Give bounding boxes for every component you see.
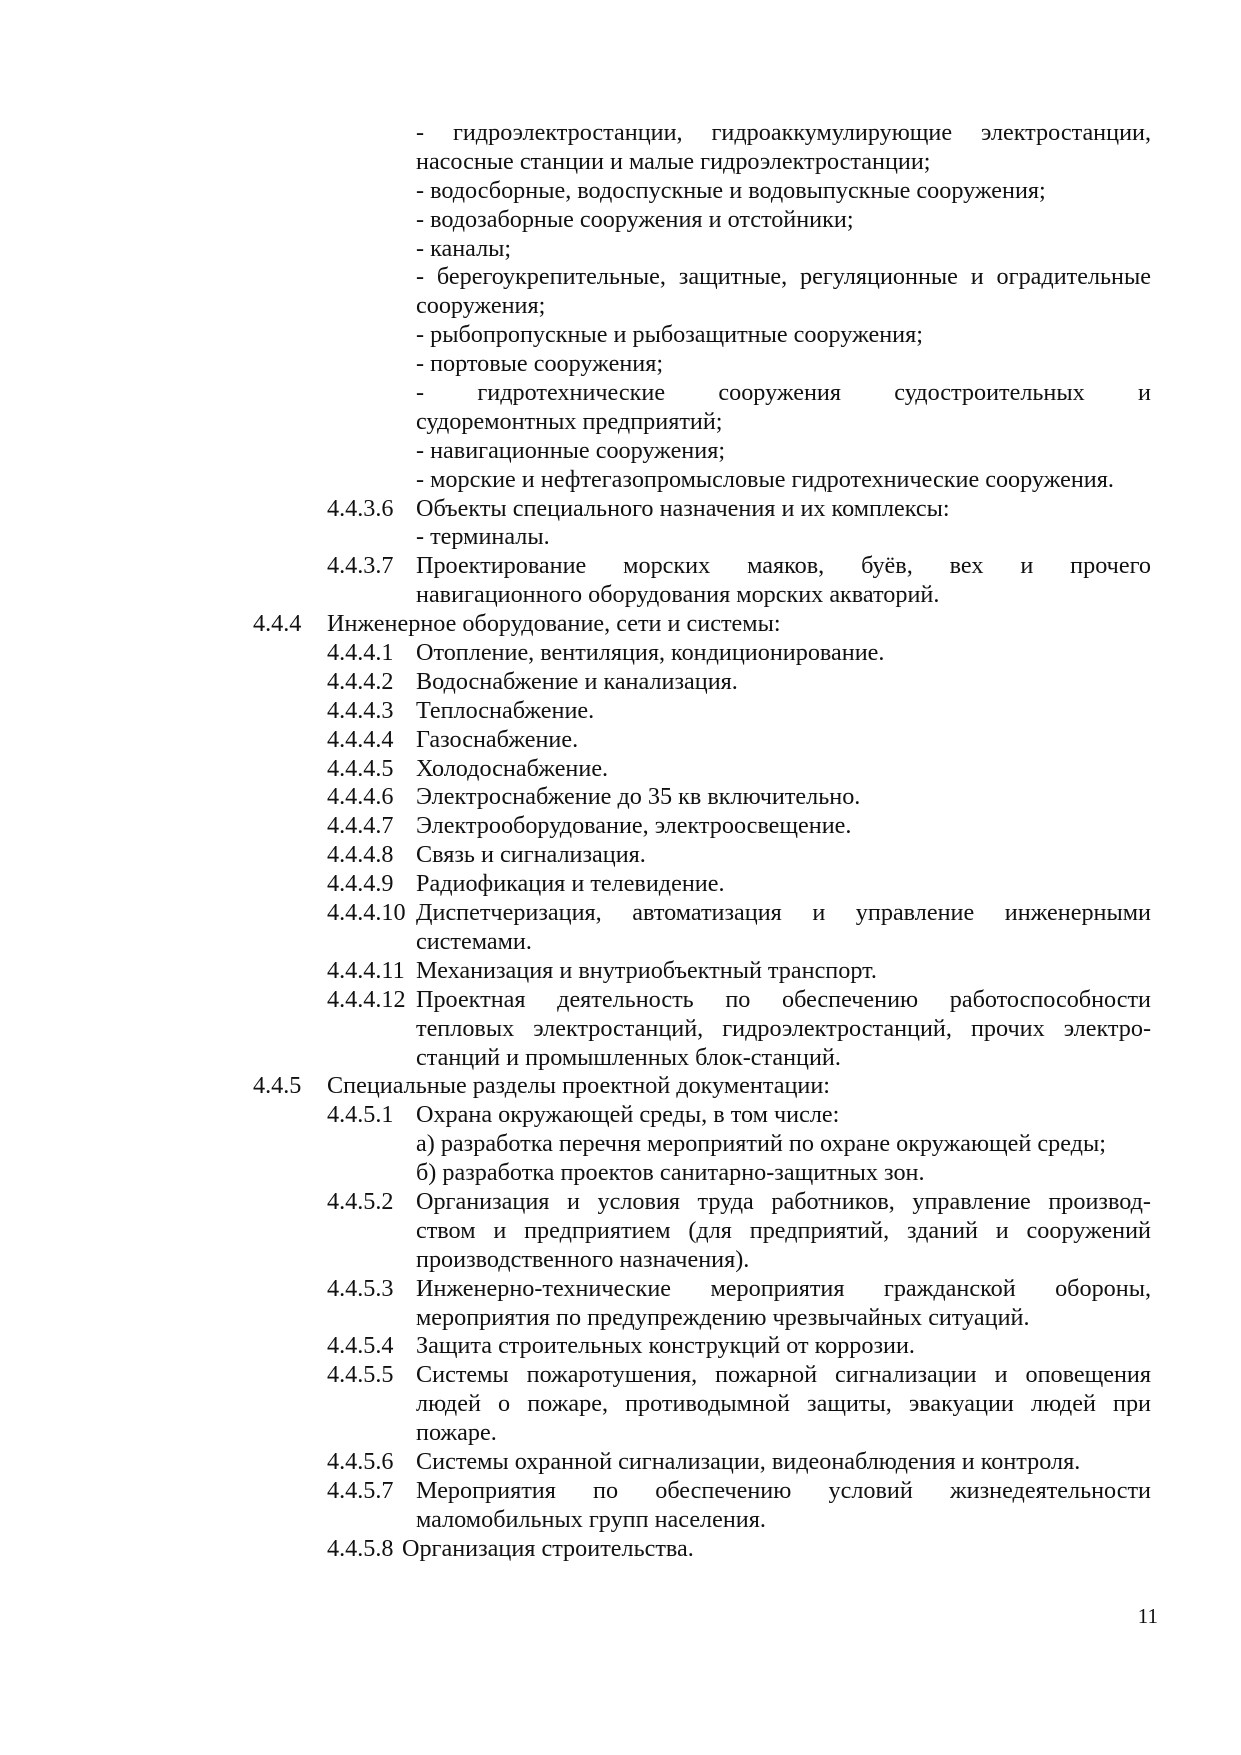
line-text: Проектная деятельность по обеспечению работоспособности xyxy=(416,985,1151,1013)
section-number: 4.4.3.7 xyxy=(327,552,394,580)
section-number: 4.4.4.2 xyxy=(327,667,394,695)
section-number: 4.4.4.7 xyxy=(327,812,394,840)
document-line xyxy=(0,870,1241,899)
line-text: Электрооборудование, электроосвещение. xyxy=(416,812,852,840)
section-number: 4.4.3.6 xyxy=(327,494,394,522)
line-text: Системы охранной сигнализации, видеонаблюдения и контроля. xyxy=(416,1447,1081,1475)
line-text: Защита строительных конструкций от коррозии. xyxy=(416,1332,915,1360)
line-text: - портовые сооружения; xyxy=(416,350,664,378)
document-line xyxy=(0,581,1241,610)
document-line xyxy=(0,1275,1241,1304)
document-line xyxy=(0,408,1241,437)
document-line xyxy=(0,1448,1241,1477)
line-text: Объекты специального назначения и их комплексы: xyxy=(416,494,950,522)
line-text: Теплоснабжение. xyxy=(416,696,595,724)
document-line xyxy=(0,495,1241,524)
document-line xyxy=(0,148,1241,177)
section-number: 4.4.4.4 xyxy=(327,725,394,753)
document-line xyxy=(0,841,1241,870)
document-line xyxy=(0,697,1241,726)
line-text: Охрана окружающей среды, в том числе: xyxy=(416,1101,840,1129)
section-number: 4.4.4.10 xyxy=(327,899,406,927)
section-number: 4.4.5 xyxy=(253,1072,302,1100)
line-text: Организация строительства. xyxy=(402,1534,694,1562)
document-line xyxy=(0,1072,1241,1101)
line-text: Диспетчеризация, автоматизация и управление инженерными xyxy=(416,899,1151,927)
section-number: 4.4.4.3 xyxy=(327,696,394,724)
line-text: Водоснабжение и канализация. xyxy=(416,667,738,695)
document-line xyxy=(0,523,1241,552)
section-number: 4.4.4.9 xyxy=(327,870,394,898)
line-text: б) разработка проектов санитарно-защитных зон. xyxy=(416,1159,925,1187)
section-number: 4.4.4.6 xyxy=(327,783,394,811)
document-line xyxy=(0,1332,1241,1361)
section-number: 4.4.4 xyxy=(253,610,302,638)
document-line xyxy=(0,1477,1241,1506)
document-line xyxy=(0,1015,1241,1044)
document-line xyxy=(0,668,1241,697)
line-text: людей о пожаре, противодымной защиты, эвакуации людей при xyxy=(416,1390,1151,1418)
document-line xyxy=(0,1419,1241,1448)
document-line xyxy=(0,726,1241,755)
line-text: Системы пожаротушения, пожарной сигнализации и оповещения xyxy=(416,1361,1151,1389)
line-text: Отопление, вентиляция, кондиционирование. xyxy=(416,639,885,667)
section-number: 4.4.4.12 xyxy=(327,985,406,1013)
section-number: 4.4.5.8 xyxy=(327,1534,394,1562)
line-text: сооружения; xyxy=(416,292,546,320)
line-text: Связь и сигнализация. xyxy=(416,841,646,869)
document-body xyxy=(0,119,1241,1564)
section-number: 4.4.4.5 xyxy=(327,754,394,782)
document-line xyxy=(0,1044,1241,1073)
document-line xyxy=(0,610,1241,639)
line-text: - рыбопропускные и рыбозащитные сооружения; xyxy=(416,321,923,349)
section-number: 4.4.4.1 xyxy=(327,639,394,667)
line-text: Газоснабжение. xyxy=(416,725,579,753)
line-text: Специальные разделы проектной документации: xyxy=(327,1072,831,1100)
document-line xyxy=(0,466,1241,495)
line-text: мероприятия по предупреждению чрезвычайных ситуаций. xyxy=(416,1303,1030,1331)
document-line xyxy=(0,552,1241,581)
section-number: 4.4.5.5 xyxy=(327,1361,394,1389)
document-line xyxy=(0,321,1241,350)
document-line xyxy=(0,639,1241,668)
document-line xyxy=(0,1246,1241,1275)
document-line xyxy=(0,783,1241,812)
document-line xyxy=(0,1188,1241,1217)
line-text: Мероприятия по обеспечению условий жизнедеятельности xyxy=(416,1476,1151,1504)
line-text: - каналы; xyxy=(416,234,512,262)
line-text: - гидротехнические сооружения судостроительных и xyxy=(416,379,1151,407)
document-line xyxy=(0,263,1241,292)
line-text: Инженерно-технические мероприятия гражданской обороны, xyxy=(416,1274,1151,1302)
document-line xyxy=(0,350,1241,379)
document-line xyxy=(0,119,1241,148)
line-text: - гидроэлектростанции, гидроаккумулирующие электростанции, xyxy=(416,119,1151,146)
line-text: Проектирование морских маяков, буёв, вех и прочего xyxy=(416,552,1151,580)
line-text: Электроснабжение до 35 кв включительно. xyxy=(416,783,861,811)
section-number: 4.4.5.2 xyxy=(327,1187,394,1215)
section-number: 4.4.4.8 xyxy=(327,841,394,869)
page-number: 11 xyxy=(1137,1604,1158,1628)
line-text: производственного назначения). xyxy=(416,1245,750,1273)
line-text: навигационного оборудования морских акваторий. xyxy=(416,581,940,609)
document-line xyxy=(0,437,1241,466)
section-number: 4.4.5.1 xyxy=(327,1101,394,1129)
line-text: системами. xyxy=(416,927,532,955)
line-text: - навигационные сооружения; xyxy=(416,436,726,464)
section-number: 4.4.4.11 xyxy=(327,956,405,984)
line-text: - водозаборные сооружения и отстойники; xyxy=(416,205,854,233)
line-text: Механизация и внутриобъектный транспорт. xyxy=(416,956,877,984)
section-number: 4.4.5.7 xyxy=(327,1476,394,1504)
document-line xyxy=(0,1535,1241,1564)
document-line xyxy=(0,1506,1241,1535)
document-line xyxy=(0,177,1241,206)
line-text: а) разработка перечня мероприятий по охране окружающей среды; xyxy=(416,1130,1106,1158)
document-line xyxy=(0,206,1241,235)
section-number: 4.4.5.4 xyxy=(327,1332,394,1360)
line-text: - водосборные, водоспускные и водовыпускные сооружения; xyxy=(416,176,1046,204)
document-line xyxy=(0,812,1241,841)
line-text: станций и промышленных блок-станций. xyxy=(416,1043,841,1071)
line-text: ством и предприятием (для предприятий, зданий и сооружений xyxy=(416,1216,1151,1244)
line-text: - терминалы. xyxy=(416,523,550,551)
line-text: - морские и нефтегазопромысловые гидротехнические сооружения. xyxy=(416,465,1114,493)
line-text: судоремонтных предприятий; xyxy=(416,407,723,435)
line-text: Холодоснабжение. xyxy=(416,754,609,782)
line-text: маломобильных групп населения. xyxy=(416,1505,766,1533)
document-line xyxy=(0,1361,1241,1390)
line-text: Радиофикация и телевидение. xyxy=(416,870,725,898)
document-line xyxy=(0,755,1241,784)
line-text: - берегоукрепительные, защитные, регуляционные и оградительные xyxy=(416,263,1151,291)
document-line xyxy=(0,1390,1241,1419)
document-line xyxy=(0,928,1241,957)
line-text: тепловых электростанций, гидроэлектростанций, прочих электро- xyxy=(416,1014,1151,1042)
document-line xyxy=(0,957,1241,986)
document-line xyxy=(0,235,1241,264)
line-text: пожаре. xyxy=(416,1419,497,1447)
document-line xyxy=(0,292,1241,321)
line-text: насосные станции и малые гидроэлектростанции; xyxy=(416,147,931,175)
document-line xyxy=(0,1130,1241,1159)
section-number: 4.4.5.6 xyxy=(327,1447,394,1475)
document-line xyxy=(0,1304,1241,1333)
section-number: 4.4.5.3 xyxy=(327,1274,394,1302)
document-line xyxy=(0,1101,1241,1130)
document-line xyxy=(0,899,1241,928)
document-line xyxy=(0,1159,1241,1188)
document-line xyxy=(0,1217,1241,1246)
line-text: Инженерное оборудование, сети и системы: xyxy=(327,610,781,638)
document-line xyxy=(0,986,1241,1015)
document-line xyxy=(0,379,1241,408)
line-text: Организация и условия труда работников, управление производ- xyxy=(416,1187,1151,1215)
